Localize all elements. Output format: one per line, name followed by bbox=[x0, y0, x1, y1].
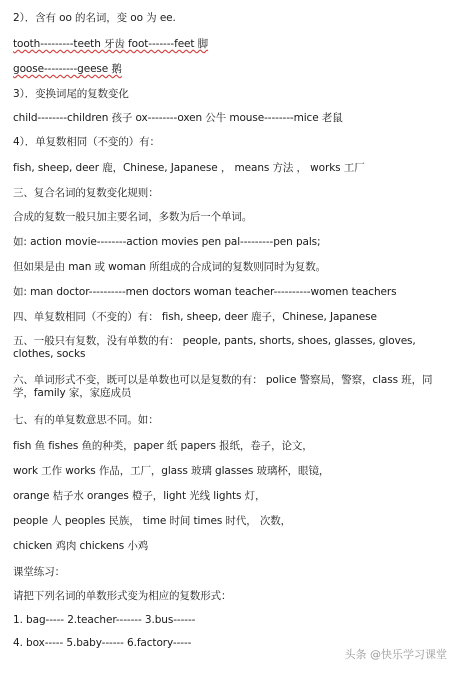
watermark: 头条 @快乐学习课堂 bbox=[344, 648, 447, 661]
doc-line: orange 桔子水 oranges 橙子，light 光线 lights 灯， bbox=[13, 490, 266, 502]
doc-line: fish, sheep, deer 鹿，Chinese, Japanese ， means 方法 ， works 工厂 bbox=[13, 162, 365, 174]
doc-line: 七、有的单复数意思不同。如： bbox=[13, 414, 159, 426]
doc-line: 如: man doctor----------men doctors woman teacher----------women teachers bbox=[13, 286, 397, 298]
doc-line: tooth---------teeth 牙齿 foot-------feet 脚 bbox=[13, 38, 209, 50]
doc-line: 合成的复数一般只加主要名词，多数为后一个单词。 bbox=[13, 211, 253, 223]
doc-line: 六、单词形式不变，既可以是单数也可以是复数的有： police 警察局，警察，class 班，同学，family 家，家庭成员 bbox=[13, 374, 433, 399]
doc-line: 四、单复数相同（不变的）有： fish, sheep, deer 鹿子，Chinese, Japanese bbox=[13, 311, 377, 323]
doc-line: 1. bag----- 2.teacher------- 3.bus------ bbox=[13, 614, 196, 626]
doc-line: child--------children 孩子 ox--------oxen 公牛 mouse--------mice 老鼠 bbox=[13, 112, 343, 124]
doc-line: 4. box----- 5.baby------ 6.factory----- bbox=[13, 637, 192, 649]
doc-line: work 工作 works 作品，工厂，glass 玻璃 glasses 玻璃杯，眼镜， bbox=[13, 465, 330, 477]
doc-line: 三、复合名词的复数变化规则： bbox=[13, 187, 159, 199]
doc-line: 请把下列名词的单数形式变为相应的复数形式： bbox=[13, 590, 232, 602]
doc-line: people 人 peoples 民族， time 时间 times 时代， 次数， bbox=[13, 515, 292, 527]
doc-line: 如: action movie--------action movies pen pal---------pen pals; bbox=[13, 236, 321, 248]
doc-line: 2）．含有 oo 的名词，变 oo 为 ee. bbox=[13, 12, 176, 24]
doc-line: 3）．变换词尾的复数变化 bbox=[13, 88, 129, 100]
doc-line: 但如果是由 man 或 woman 所组成的合成词的复数则同时为复数。 bbox=[13, 261, 326, 273]
doc-line: chicken 鸡肉 chickens 小鸡 bbox=[13, 540, 149, 552]
doc-line: 课堂练习： bbox=[13, 566, 65, 578]
doc-line: 五、一般只有复数，没有单数的有： people, pants, shorts, shoes, glasses, gloves, clothes, socks bbox=[13, 335, 416, 360]
doc-line: goose---------geese 鹅 bbox=[13, 63, 122, 75]
doc-line: fish 鱼 fishes 鱼的种类，paper 纸 papers 报纸，卷子，论文， bbox=[13, 440, 313, 452]
doc-line: 4）．单复数相同（不变的）有： bbox=[13, 136, 160, 148]
